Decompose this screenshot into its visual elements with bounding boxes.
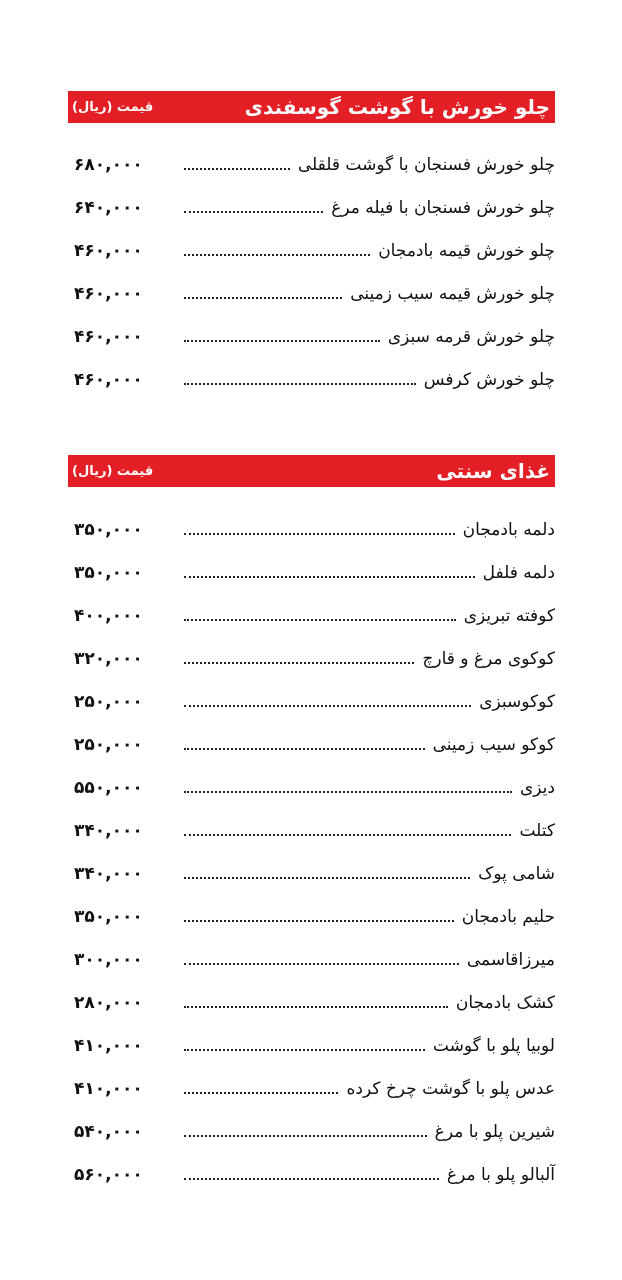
item-price: ۲۵۰,۰۰۰: [74, 691, 143, 712]
item-price: ۴۶۰,۰۰۰: [74, 240, 143, 261]
item-price: ۴۶۰,۰۰۰: [74, 283, 143, 304]
item-price: ۶۸۰,۰۰۰: [74, 154, 143, 175]
menu-item: [68, 358, 555, 401]
price-column-header: قیمت (ریال): [72, 463, 154, 479]
item-name: حلیم بادمجان: [461, 906, 555, 927]
item-name: دلمه فلفل: [482, 562, 555, 583]
dot-leader: [184, 1178, 439, 1180]
menu-item: [68, 723, 555, 766]
dot-leader: [184, 576, 475, 578]
item-price: ۲۵۰,۰۰۰: [74, 734, 143, 755]
menu-item: [68, 1110, 555, 1153]
item-name: شیرین پلو با مرغ: [434, 1121, 555, 1142]
menu-item: [68, 637, 555, 680]
menu-item: [68, 508, 555, 551]
item-price: ۵۶۰,۰۰۰: [74, 1164, 143, 1185]
menu-item: [68, 938, 555, 981]
item-price: ۴۱۰,۰۰۰: [74, 1078, 143, 1099]
dot-leader: [184, 619, 456, 621]
section-title: غذای سنتی: [436, 459, 550, 483]
dot-leader: [184, 748, 425, 750]
item-price: ۴۰۰,۰۰۰: [74, 605, 143, 626]
dot-leader: [184, 254, 370, 256]
item-name: چلو خورش قیمه بادمجان: [378, 240, 555, 261]
item-name: چلو خورش قیمه سیب زمینی: [350, 283, 555, 304]
dot-leader: [184, 963, 459, 965]
item-price: ۲۸۰,۰۰۰: [74, 992, 143, 1013]
item-name: کوفته تبریزی: [463, 605, 555, 626]
dot-leader: [184, 211, 323, 213]
item-name: آلبالو پلو با مرغ: [446, 1164, 555, 1185]
menu-item-list: [68, 143, 555, 401]
menu-section-lamb-stews: [68, 91, 555, 401]
item-name: کشک بادمجان: [455, 992, 555, 1013]
dot-leader: [184, 1049, 425, 1051]
menu-item: [68, 1067, 555, 1110]
item-price: ۴۶۰,۰۰۰: [74, 369, 143, 390]
dot-leader: [184, 168, 290, 170]
section-title: چلو خورش با گوشت گوسفندی: [244, 95, 550, 119]
item-price: ۵۵۰,۰۰۰: [74, 777, 143, 798]
item-name: لوبیا پلو با گوشت: [432, 1035, 555, 1056]
menu-item: [68, 551, 555, 594]
menu-item: [68, 143, 555, 186]
item-name: کتلت: [519, 820, 555, 841]
menu-item: [68, 315, 555, 358]
item-name: چلو خورش فسنجان با فیله مرغ: [331, 197, 555, 218]
menu-item: [68, 895, 555, 938]
item-name: میرزاقاسمی: [466, 949, 555, 970]
section-header: [68, 91, 555, 123]
dot-leader: [184, 1135, 427, 1137]
menu-item: [68, 766, 555, 809]
menu-section-traditional-food: [68, 455, 555, 1196]
item-name: چلو خورش قرمه سبزی: [387, 326, 555, 347]
menu-item: [68, 981, 555, 1024]
menu-item-list: [68, 508, 555, 1196]
dot-leader: [184, 920, 454, 922]
item-name: کوکو سیب زمینی: [432, 734, 555, 755]
item-price: ۳۵۰,۰۰۰: [74, 906, 143, 927]
menu-item: [68, 1153, 555, 1196]
item-price: ۳۴۰,۰۰۰: [74, 820, 143, 841]
item-name: دلمه بادمجان: [462, 519, 555, 540]
item-price: ۳۴۰,۰۰۰: [74, 863, 143, 884]
menu-item: [68, 680, 555, 723]
menu-item: [68, 186, 555, 229]
item-price: ۳۲۰,۰۰۰: [74, 648, 143, 669]
dot-leader: [184, 297, 342, 299]
item-name: چلو خورش فسنجان با گوشت قلقلی: [297, 154, 555, 175]
section-header: [68, 455, 555, 487]
item-name: چلو خورش کرفس: [423, 369, 555, 390]
price-column-header: قیمت (ریال): [72, 99, 154, 115]
item-name: کوکوسبزی: [479, 691, 555, 712]
menu-item: [68, 594, 555, 637]
dot-leader: [184, 834, 511, 836]
item-price: ۶۴۰,۰۰۰: [74, 197, 143, 218]
dot-leader: [184, 791, 512, 793]
item-price: ۵۴۰,۰۰۰: [74, 1121, 143, 1142]
dot-leader: [184, 662, 414, 664]
menu-item: [68, 272, 555, 315]
dot-leader: [184, 383, 416, 385]
item-name: عدس پلو با گوشت چرخ کرده: [346, 1078, 555, 1099]
item-price: ۴۶۰,۰۰۰: [74, 326, 143, 347]
item-price: ۳۵۰,۰۰۰: [74, 562, 143, 583]
item-price: ۳۰۰,۰۰۰: [74, 949, 143, 970]
item-price: ۳۵۰,۰۰۰: [74, 519, 143, 540]
menu-item: [68, 229, 555, 272]
item-name: کوکوی مرغ و قارچ: [422, 648, 555, 669]
item-name: دیزی: [520, 777, 555, 798]
dot-leader: [184, 1092, 338, 1094]
dot-leader: [184, 705, 471, 707]
item-price: ۴۱۰,۰۰۰: [74, 1035, 143, 1056]
menu-item: [68, 809, 555, 852]
menu-item: [68, 852, 555, 895]
item-name: شامی پوک: [478, 863, 555, 884]
dot-leader: [184, 1006, 448, 1008]
dot-leader: [184, 533, 455, 535]
dot-leader: [184, 877, 470, 879]
menu-item: [68, 1024, 555, 1067]
dot-leader: [184, 340, 380, 342]
